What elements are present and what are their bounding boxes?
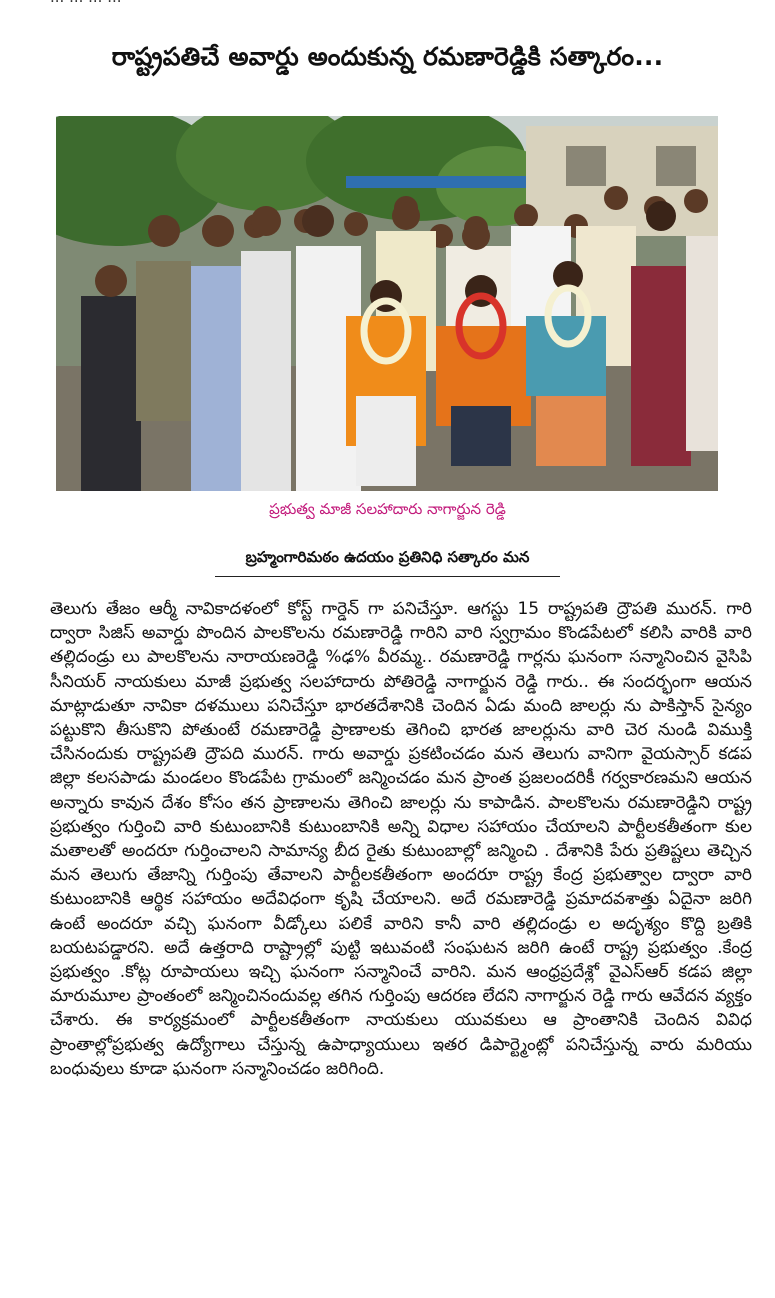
news-photo — [56, 116, 718, 491]
byline: బ్రహ్మంగారిమఠం ఉదయం ప్రతినిధి సత్కారం మన — [215, 548, 560, 577]
headline: రాష్ట్రపతిచే అవార్డు అందుకున్న రమణారెడ్డికి సత్కారం... — [111, 42, 664, 71]
photo-caption: ప్రభుత్వ మాజీ సలహాదారు నాగార్జున రెడ్డి — [269, 500, 506, 518]
article-body: తెలుగు తేజం ఆర్మీ నావికాదళంలో కోస్ట్ గార్డెన్ గా పనిచేస్తూ. ఆగస్టు 15 రాష్ట్రపతి ద్రౌపతి మురన్. గారి ద్వారా సిజిస్ అవార్డు పొందిన పాలకొలను రమణారెడ్డి గారిని వారి స్వగ్రామం కొండపేటలో కలిసి వారికి వారి తల్లిదండ్రు లు పాలకొలను నారాయణరెడ్డి %ఢ% వీరమ్మ.. రమణారెడ్డి గార్లను ఘనంగా సన్మానించిన వైసిపి సీనియర్ నాయకులు మాజీ ప్రభుత్వ సలహాదారు పోతిరెడ్డి నాగార్జున రెడ్డి గారు.. ఈ సందర్భంగా ఆయన మాట్లాడుతూ నావికా దళములు పనిచేస్తూ భారతదేశానికి చెందిన ఏడు మంది జాలర్లు ను పాకిస్తాన్ సైన్యం పట్టుకొని తీసుకొని పోతుంటే రమణారెడ్డి ప్రాణాలకు తెగించి భారత జాలర్లును వారి చెర నుండి విముక్తి చేసినందుకు రాష్ట్రపతి ద్రౌపది మురన్. గారు అవార్డు ప్రకటించడం మన తెలుగు వానిగా వైయస్సార్ కడప జిల్లా కలసపాడు మండలం కొండపేట గ్రామంలో జన్మించడం మన ప్రాంత ప్రజలందరికీ గర్వకారణమని ఆయన అన్నారు కావున దేశం కోసం తన ప్రాణాలను తెగించి జాలర్లు ను కాపాడిన. పాలకొలను రమణారెడ్డిని రాష్ట్ర ప్రభుత్వం గుర్తించి వారి కుటుంబానికి కుటుంబానికి అన్ని విధాల సహాయం చేయాలని పార్టీలకతీతంగా కుల మతాలతో అందరూ గుర్తించాలని సామాన్య బీద రైతు కుటుంబాల్లో జన్మించి . దేశానికి పేరు ప్రతిష్టలు తెచ్చిన మన తెలుగు తేజాన్ని గుర్తింపు తేవాలని పార్టీలకతీతంగా అందరూ రాష్ట్ర కేంద్ర ప్రభుత్వాల ద్వారా వారి కుటుంబానికి ఆర్థిక సహాయం అదేవిధంగా కృషి చేయాలని. అదే రమణారెడ్డి ప్రమాదవశాత్తు ఏదైనా జరిగి ఉంటే అందరూ వచ్చి ఘనంగా వీడ్కోలు పలికే వారిని కానీ వారి తల్లిదండ్రు ల అదృశ్యం కొద్ది బ్రతికి బయటపడ్డారని. అదే ఉత్తరాది రాష్ట్రాల్లో పుట్టి ఇటువంటి సంఘటన జరిగి ఉంటే రాష్ట్ర ప్రభుత్వం .కేంద్ర ప్రభుత్వం .కోట్ల రూపాయలు ఇచ్చి ఘనంగా సన్మానించే వారిని. మన ఆంధ్రప్రదేశ్లో వైఎస్ఆర్ కడప జిల్లా మారుమూల ప్రాంతంలో జన్మించినందువల్ల తగిన గుర్తింపు ఆదరణ లేదని నాగార్జున రెడ్డి గారు ఆవేదన వ్యక్తం చేశారు. ఈ కార్యక్రమంలో పార్టీలకతీతంగా నాయకులు యువకులు ఆ ప్రాంతానికి చెందిన వివిధ ప్రాంతాల్లోప్రభుత్వ ఉద్యోగాలు చేస్తున్న ఉపాధ్యాయులు ఇతర డిపార్ట్మెంట్లో పనిచేస్తున్న వారు మరియు బంధువులు కూడా ఘనంగా సన్మానించడం జరిగింది. — [50, 599, 752, 1079]
top-fragment — [50, 0, 470, 6]
photo-illustration — [56, 116, 718, 491]
